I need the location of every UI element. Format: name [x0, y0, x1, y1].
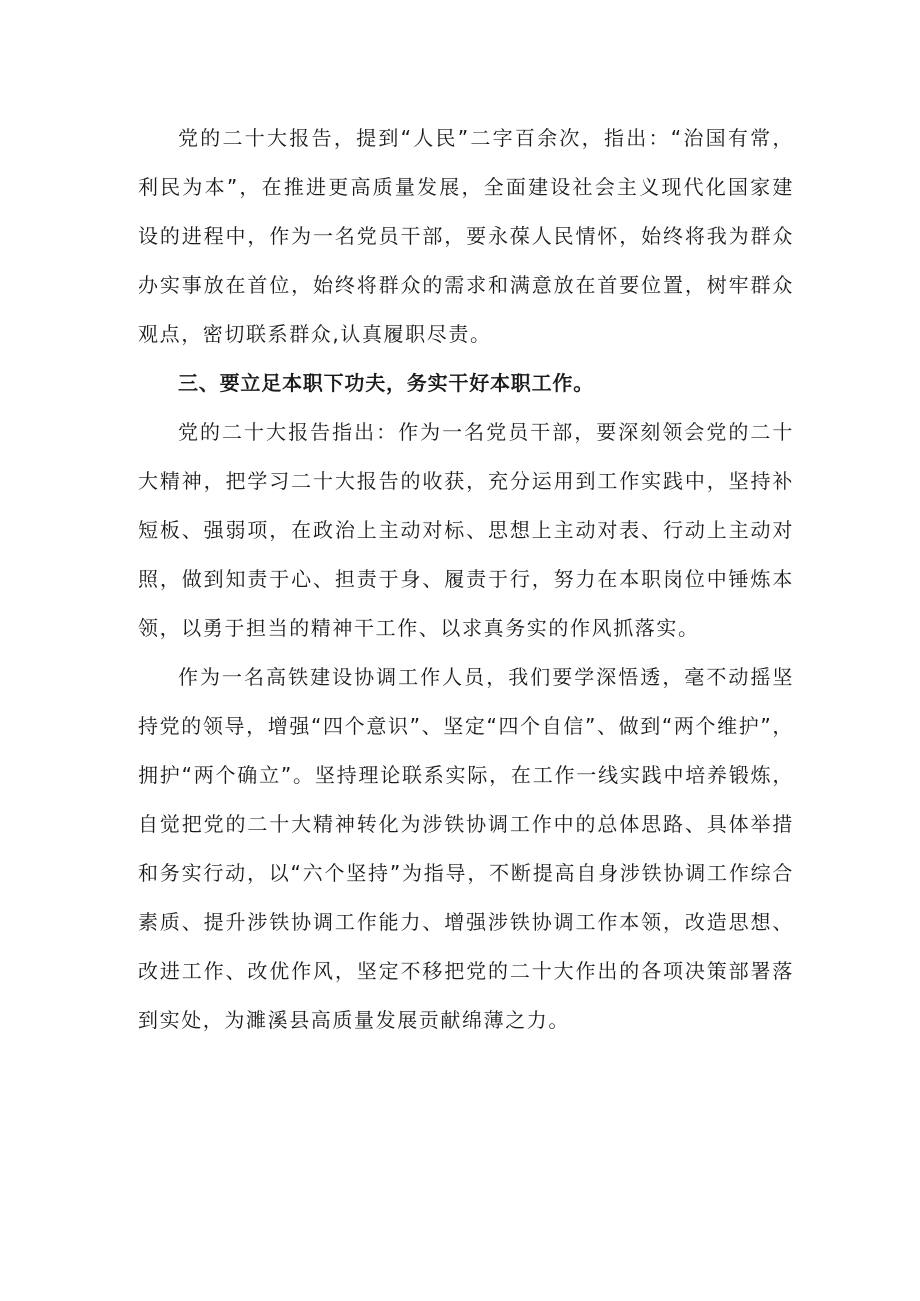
paragraph-railway-coordination: 作为一名高铁建设协调工作人员，我们要学深悟透，毫不动摇坚持党的领导，增强“四个意识”、坚定“四个自信”、做到“两个维护”，拥护“两个确立”。坚持理论联系实际，在工作一线实践中培养锻炼，自觉把党的二十大精神转化为涉铁协调工作中的总体思路、具体举措和务实行动，以“六个坚持”为指导，不断提高自身涉铁协调工作综合素质、提升涉铁协调工作能力、增强涉铁协调工作本领，改造思想、改进工作、改优作风，坚定不移把党的二十大作出的各项决策部署落到实处，为濉溪县高质量发展贡献绵薄之力。 — [138, 665, 794, 1032]
paragraph-report-guidance: 党的二十大报告指出：作为一名党员干部，要深刻领会党的二十大精神，把学习二十大报告的收获，充分运用到工作实践中，坚持补短板、强弱项，在政治上主动对标、思想上主动对表、行动上主动对照，做到知责于心、担责于身、履责于行，努力在本职岗位中锤炼本领，以勇于担当的精神干工作、以求真务实的作风抓落实。 — [138, 420, 794, 640]
paragraph-people-centered: 党的二十大报告，提到“人民”二字百余次，指出：“治国有常，利民为本”，在推进更高质量发展，全面建设社会主义现代化国家建设的进程中，作为一名党员干部，要永葆人民情怀，始终将我为群众办实事放在首位，始终将群众的需求和满意放在首要位置，树牢群众观点，密切联系群众,认真履职尽责。 — [138, 126, 794, 346]
document-body — [138, 114, 794, 1045]
section-heading-three: 三、要立足本职下功夫，务实干好本职工作。 — [178, 371, 594, 395]
